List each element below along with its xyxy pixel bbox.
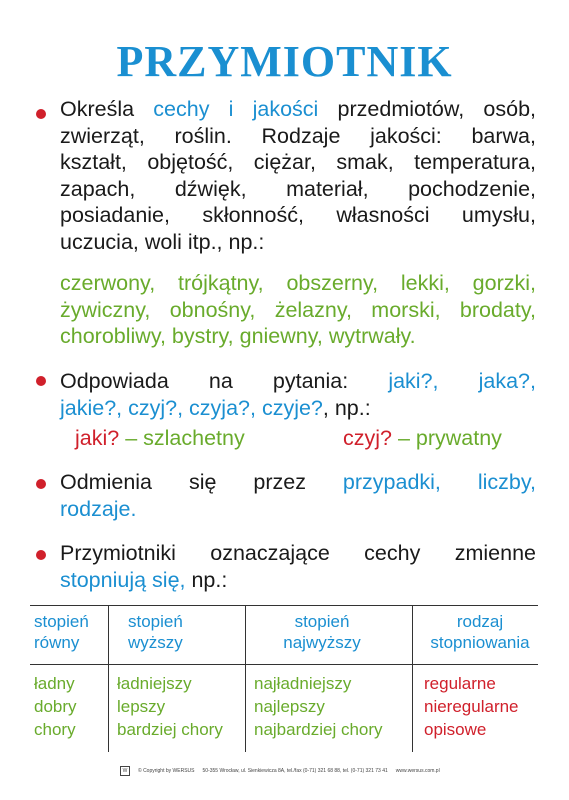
bullet-icon	[36, 109, 46, 119]
column-divider	[412, 605, 413, 752]
publisher-logo-icon: W	[120, 766, 130, 776]
table-cell: bardziej chory	[117, 720, 223, 739]
table-column-comparative	[117, 672, 223, 741]
example-answer: – szlachetny	[119, 426, 245, 450]
text-segment: Określa	[60, 97, 154, 121]
text-segment: Odmienia się przez	[60, 470, 343, 494]
header-line: najwyższy	[283, 633, 361, 652]
highlight-text: rodzaje.	[60, 496, 137, 521]
text-line: uczucia, woli itp., np.:	[60, 229, 265, 254]
question-word: czyj?	[343, 426, 392, 450]
address-text: 50-355 Wrocław, ul. Sienkiewicza 8A, tel./fax (0-71) 321 68 88, tel. (0-71) 321 73 41	[202, 768, 388, 774]
bullet-icon	[36, 550, 46, 560]
table-cell: dobry	[34, 697, 77, 716]
question-word: jaki?	[75, 426, 120, 450]
text-line: kształt, objętość, ciężar, smak, temperatura,	[60, 150, 536, 174]
text-segment: przedmiotów, osób,	[318, 97, 536, 121]
table-cell: najbardziej chory	[254, 720, 383, 739]
example-line: chorobliwy, bystry, gniewny, wytrwały.	[60, 324, 416, 348]
table-cell: regularne	[424, 674, 496, 693]
highlight-text: jakie?, czyj?, czyja?, czyje?	[60, 395, 323, 420]
highlight-text: stopniują się,	[60, 567, 186, 592]
column-header	[34, 611, 89, 653]
table-cell: lepszy	[117, 697, 166, 716]
highlight-text: cechy i jakości	[153, 97, 319, 121]
example-czyj	[343, 425, 502, 451]
table-cell: ładniejszy	[117, 674, 192, 693]
header-line: stopniowania	[430, 633, 530, 652]
header-line: stopień	[34, 612, 89, 631]
bullet-icon	[36, 479, 46, 489]
text-segment: np.:	[185, 567, 228, 592]
table-cell: najładniejszy	[254, 674, 352, 693]
website-link[interactable]: www.wersus.com.pl	[395, 768, 440, 774]
section-comparison	[60, 540, 536, 593]
section-characteristics	[60, 96, 536, 255]
copyright-text: © Copyright by WERSUS	[138, 768, 195, 774]
text-line: Przymiotniki oznaczające cechy zmienne	[60, 541, 536, 565]
section-declension	[60, 469, 536, 522]
page-title: PRZYMIOTNIK	[116, 37, 453, 86]
header-line: stopień	[294, 612, 350, 631]
text-segment: Odpowiada na pytania:	[60, 369, 389, 393]
example-line: żywiczny, obnośny, żelazny, morski, brodaty,	[60, 297, 536, 322]
header-line: stopień	[128, 612, 183, 631]
section-questions	[60, 368, 536, 421]
table-column-superlative	[254, 672, 383, 741]
column-header	[128, 611, 183, 653]
column-divider	[108, 605, 109, 752]
footer	[120, 766, 560, 776]
text-line	[60, 96, 536, 123]
table-cell: chory	[34, 720, 76, 739]
table-cell: opisowe	[424, 720, 487, 739]
table-column-positive	[34, 672, 77, 741]
text-line	[60, 395, 536, 422]
table-cell: nieregularne	[424, 697, 519, 716]
bullet-icon	[36, 376, 46, 386]
highlight-text: przypadki, liczby,	[342, 470, 536, 494]
header-line: wyższy	[128, 633, 183, 652]
example-answer: – prywatny	[391, 426, 502, 450]
header-line: równy	[34, 633, 80, 652]
text-line: zwierząt, roślin. Rodzaje jakości: barwa,	[60, 123, 536, 148]
column-header	[262, 611, 382, 653]
text-line	[60, 368, 536, 395]
text-line	[60, 469, 536, 496]
example-line: czerwony, trójkątny, obszerny, lekki, gorzki,	[60, 271, 536, 295]
table-column-type	[424, 672, 519, 741]
column-divider	[245, 605, 246, 752]
column-header	[420, 611, 540, 653]
text-line: posiadanie, skłonność, własności umysłu,	[60, 203, 536, 227]
table-header-rule	[30, 664, 538, 665]
text-line	[60, 567, 536, 594]
text-line: zapach, dźwięk, materiał, pochodzenie,	[60, 176, 536, 201]
table-top-rule	[30, 605, 538, 606]
highlight-text: jaki?, jaka?,	[388, 369, 536, 393]
table-cell: najlepszy	[254, 697, 325, 716]
text-segment: , np.:	[322, 395, 371, 420]
section-examples	[60, 270, 536, 350]
example-jaki	[75, 425, 245, 451]
table-cell: ładny	[34, 674, 75, 693]
header-line: rodzaj	[456, 612, 504, 631]
